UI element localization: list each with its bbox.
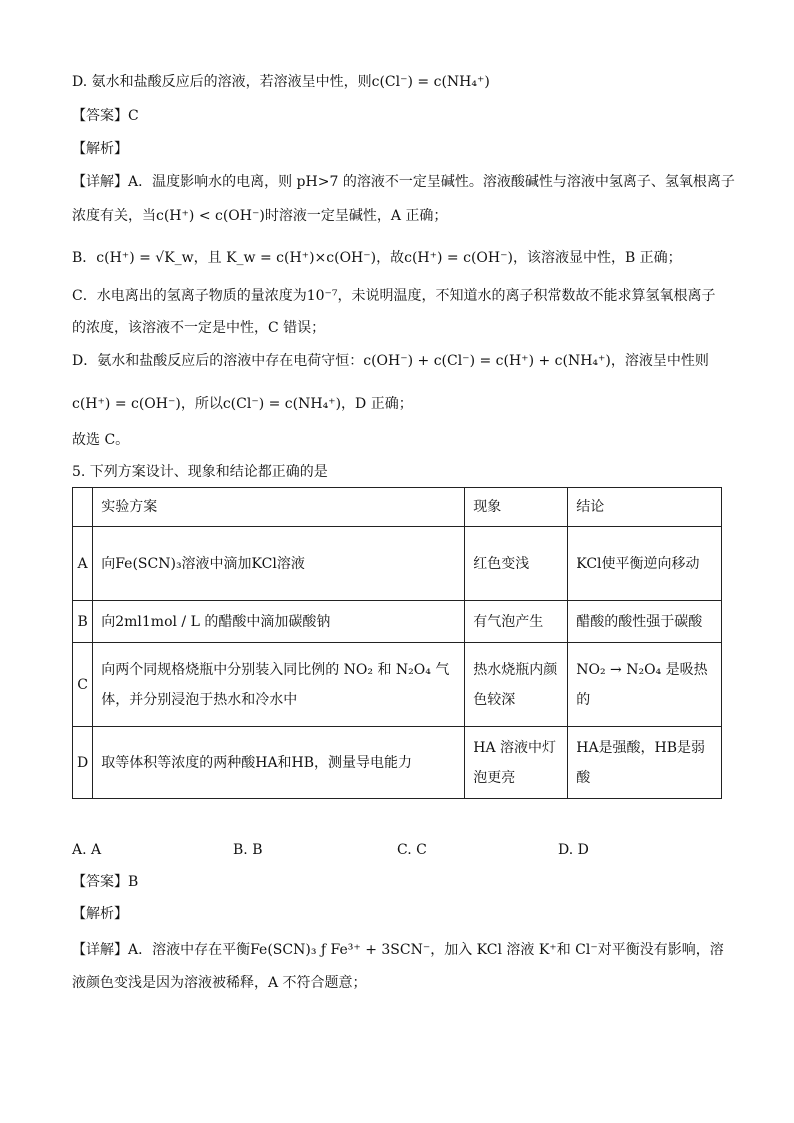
row-conclusion: HA是强酸，HB是弱酸 [568, 727, 722, 799]
question-5-title: 5. 下列方案设计、现象和结论都正确的是 [72, 464, 328, 480]
table-row [73, 601, 722, 643]
analysis-label-2: 【解析】 [72, 906, 128, 922]
option-b: B. B [233, 842, 263, 858]
row-plan: 取等体积等浓度的两种酸HA和HB，测量导电能力 [93, 727, 465, 799]
row-key: A [73, 527, 93, 601]
table-header-phenomenon: 现象 [465, 488, 568, 527]
row-conclusion: 醋酸的酸性强于碳酸 [568, 601, 722, 643]
option-a: A. A [72, 842, 102, 858]
row-conclusion: KCl使平衡逆向移动 [568, 527, 722, 601]
table-header-row [73, 488, 722, 527]
row-plan: 向两个同规格烧瓶中分别装入同比例的 NO₂ 和 N₂O₄ 气体，并分别浸泡于热水和冷水中 [93, 643, 465, 727]
table-header-key [73, 488, 93, 527]
detail-d-line2: c(H⁺) = c(OH⁻)，所以c(Cl⁻) = c(NH₄⁺)，D 正确； [72, 396, 413, 412]
table-row [73, 643, 722, 727]
row-phenomenon: HA 溶液中灯泡更亮 [465, 727, 568, 799]
table-header-plan: 实验方案 [93, 488, 465, 527]
answer-label: 【答案】C [72, 108, 139, 124]
row-phenomenon: 红色变浅 [465, 527, 568, 601]
answer-label-2: 【答案】B [72, 874, 139, 890]
option-d-text: D. 氨水和盐酸反应后的溶液，若溶液呈中性，则c(Cl⁻) = c(NH₄⁺) [72, 74, 490, 90]
analysis-label: 【解析】 [72, 141, 128, 157]
table-row [73, 527, 722, 601]
detail-d-line1: D．氨水和盐酸反应后的溶液中存在电荷守恒：c(OH⁻) + c(Cl⁻) = c(H⁺) + c(NH₄⁺)，溶液呈中性则 [72, 353, 709, 369]
row-conclusion: NO₂ → N₂O₄ 是吸热的 [568, 643, 722, 727]
detail-c-line2: 的浓度，该溶液不一定是中性，C 错误； [72, 320, 326, 336]
row-key: C [73, 643, 93, 727]
row-phenomenon: 有气泡产生 [465, 601, 568, 643]
detail-c-line1: C．水电离出的氢离子物质的量浓度为10⁻⁷，未说明温度，不知道水的离子积常数故不能求算氢氧根离子 [72, 288, 716, 304]
row-key: B [73, 601, 93, 643]
row-key: D [73, 727, 93, 799]
detail-a-line2: 浓度有关，当c(H⁺) < c(OH⁻)时溶液一定呈碱性，A 正确； [72, 208, 448, 224]
detail-5a-line1: 【详解】A．溶液中存在平衡Fe(SCN)₃ ƒ Fe³⁺ + 3SCN⁻，加入 KCl 溶液 K⁺和 Cl⁻对平衡没有影响，溶 [72, 942, 724, 958]
row-phenomenon: 热水烧瓶内颜色较深 [465, 643, 568, 727]
table-row [73, 727, 722, 799]
detail-a-line1: 【详解】A．温度影响水的电离，则 pH>7 的溶液不一定呈碱性。溶液酸碱性与溶液中氢离子、氢氧根离子 [72, 174, 735, 190]
option-d: D. D [558, 842, 589, 858]
experiment-table [72, 487, 722, 799]
detail-5a-line2: 液颜色变浅是因为溶液被稀释，A 不符合题意； [72, 975, 367, 991]
row-plan: 向2ml1mol / L 的醋酸中滴加碳酸钠 [93, 601, 465, 643]
row-plan: 向Fe(SCN)₃溶液中滴加KCl溶液 [93, 527, 465, 601]
detail-b-line: B．c(H⁺) = √K_w，且 K_w = c(H⁺)×c(OH⁻)，故c(H⁺) = c(OH⁻)，该溶液显中性，B 正确； [72, 250, 682, 266]
option-c: C. C [397, 842, 427, 858]
choose-answer: 故选 C。 [72, 432, 130, 448]
table-header-conclusion: 结论 [568, 488, 722, 527]
